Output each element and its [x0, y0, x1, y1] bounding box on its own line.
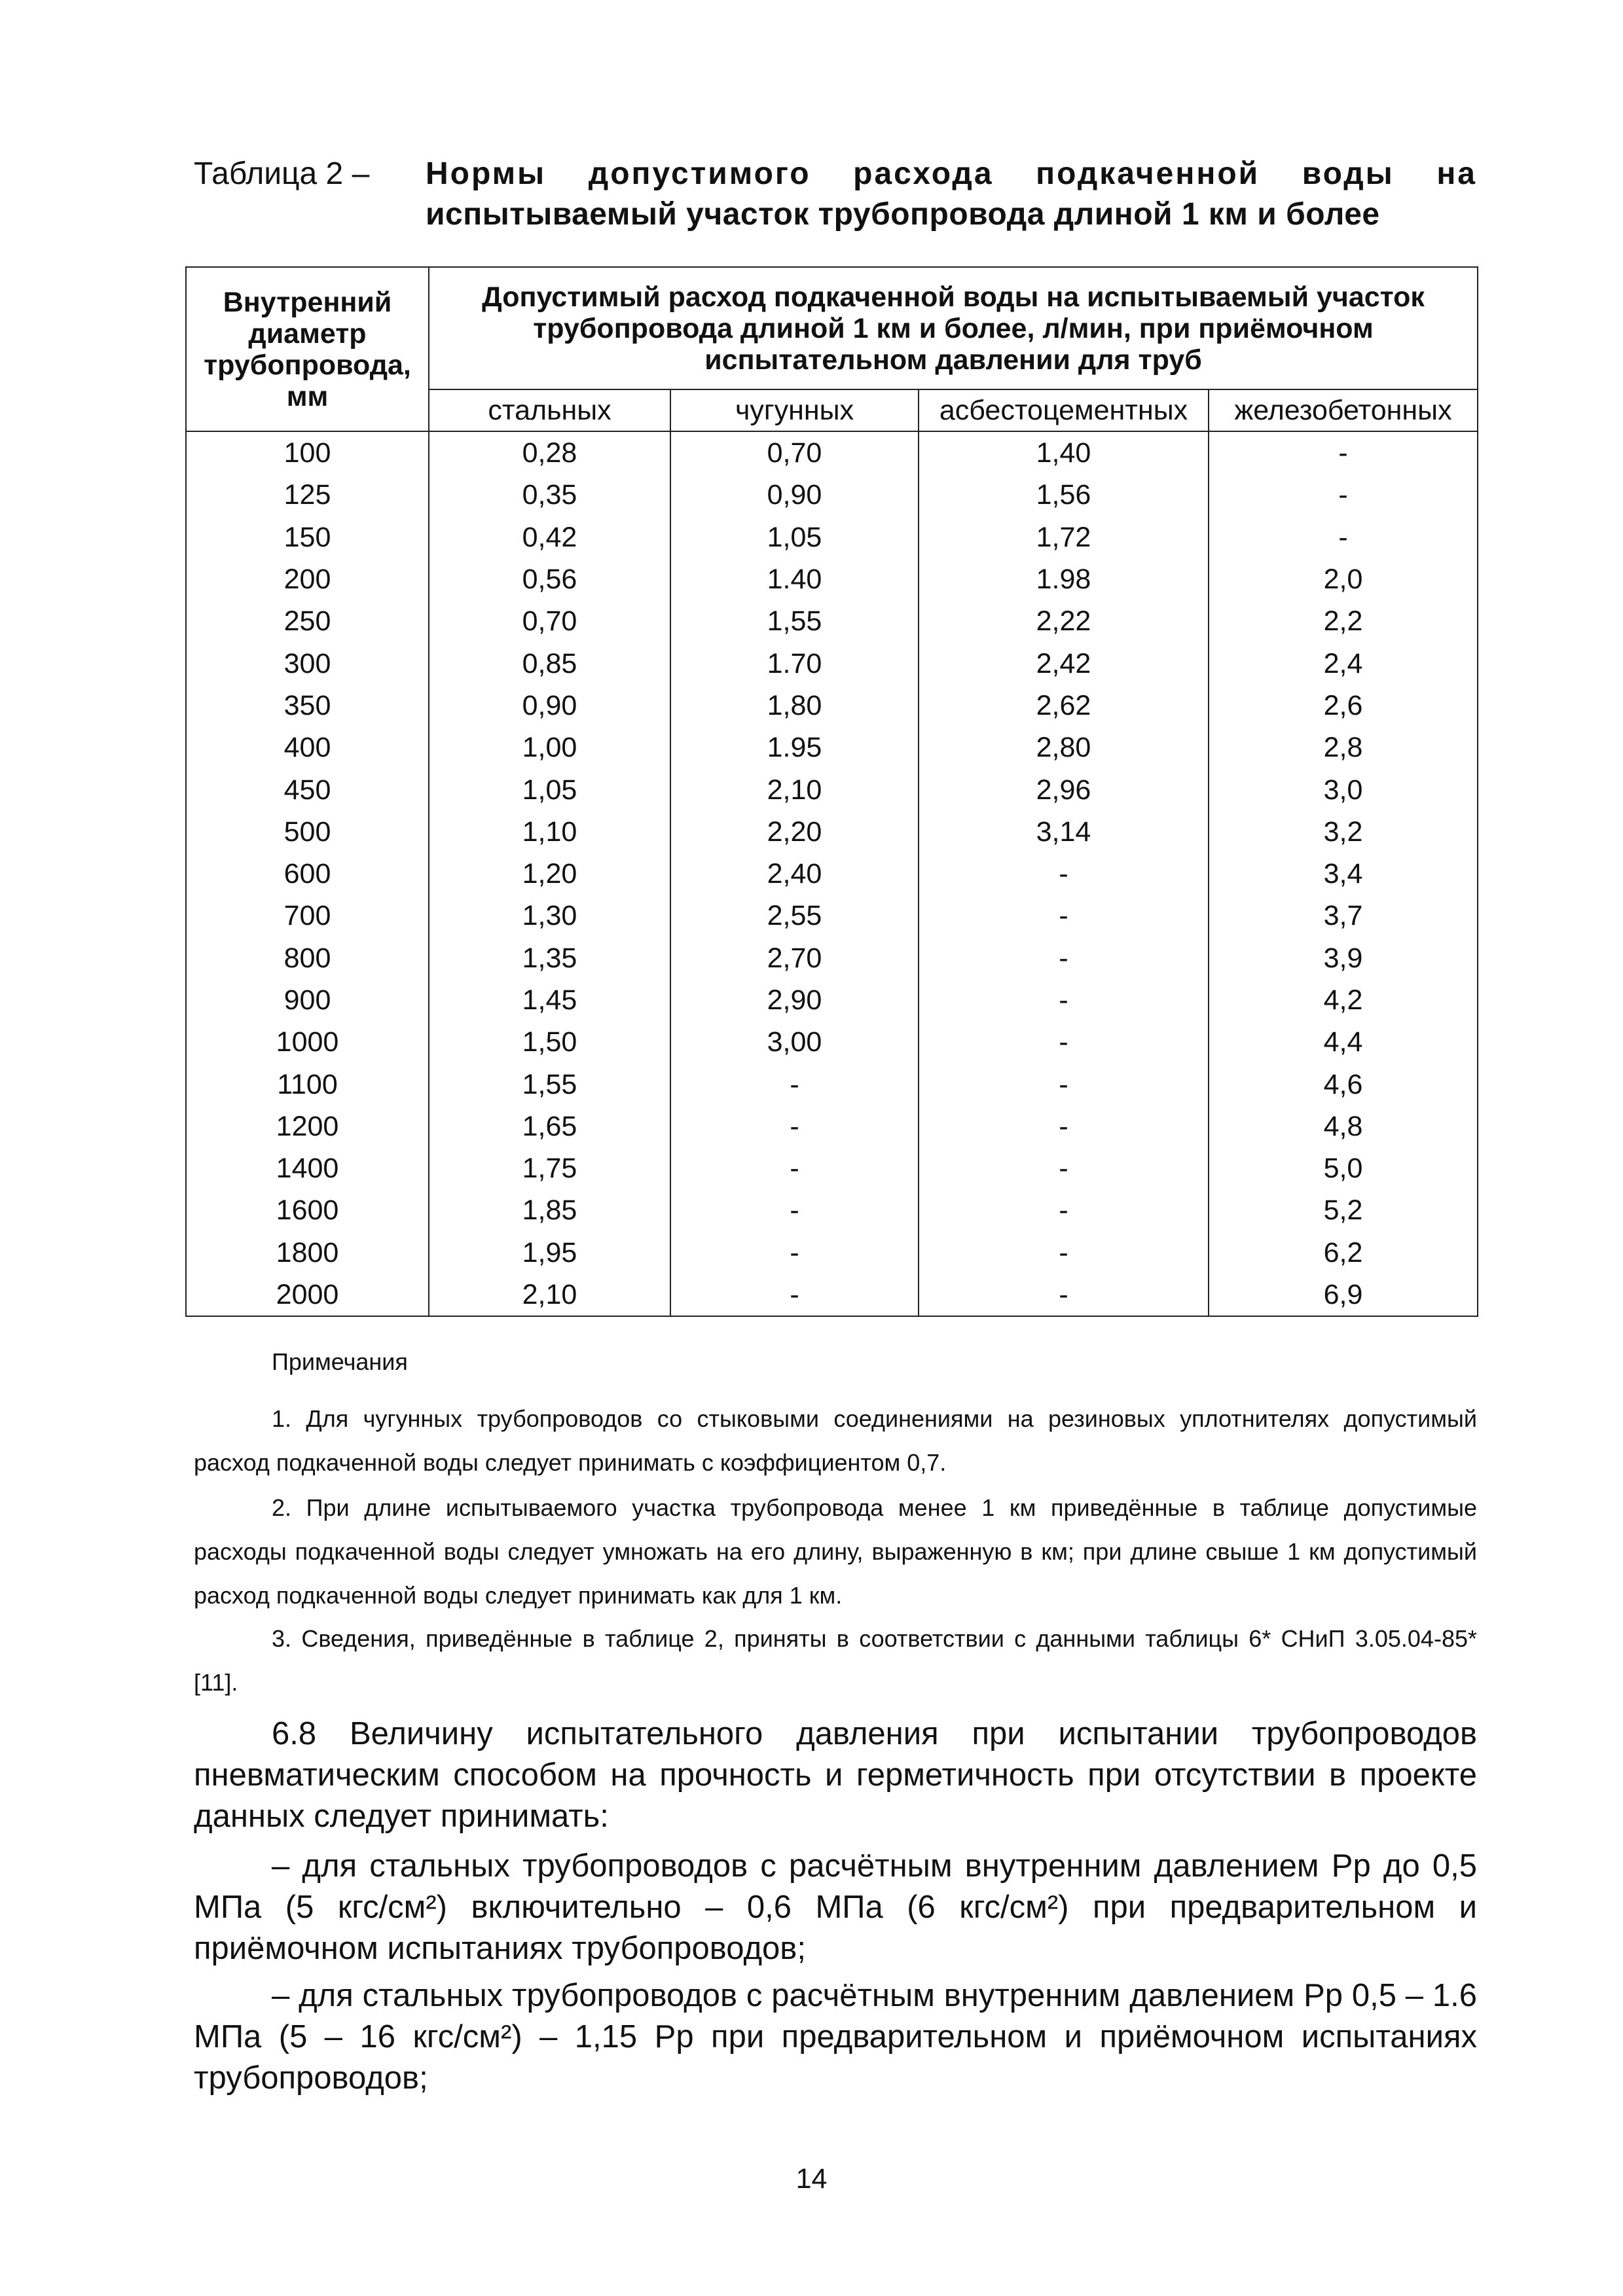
flow-value-cell: -: [919, 895, 1209, 937]
flow-value-cell: -: [670, 1147, 919, 1189]
flow-value-cell: 0,35: [429, 474, 670, 516]
table-row: [186, 895, 1478, 937]
table-label: Таблица 2 –: [194, 156, 370, 191]
flow-value-cell: 1.98: [919, 558, 1209, 600]
flow-value-cell: 1,72: [919, 516, 1209, 558]
flow-value-cell: 2,0: [1209, 558, 1478, 600]
diameter-cell: 250: [186, 600, 429, 642]
flow-value-cell: 2,40: [670, 853, 919, 895]
flow-value-cell: -: [919, 1274, 1209, 1316]
table-row: [186, 853, 1478, 895]
diameter-cell: 600: [186, 853, 429, 895]
flow-value-cell: 3,0: [1209, 768, 1478, 810]
flow-value-cell: -: [670, 1063, 919, 1105]
table-row: [186, 1147, 1478, 1189]
flow-value-cell: 0,70: [429, 600, 670, 642]
diameter-cell: 700: [186, 895, 429, 937]
diameter-cell: 100: [186, 431, 429, 474]
flow-value-cell: 4,6: [1209, 1063, 1478, 1105]
diameter-cell: 150: [186, 516, 429, 558]
flow-value-cell: 1,85: [429, 1189, 670, 1231]
diameter-cell: 300: [186, 642, 429, 684]
table-row: [186, 1021, 1478, 1063]
flow-value-cell: 0,42: [429, 516, 670, 558]
table-row: [186, 937, 1478, 979]
flow-value-cell: 1,50: [429, 1021, 670, 1063]
diameter-cell: 1600: [186, 1189, 429, 1231]
flow-value-cell: 2,22: [919, 600, 1209, 642]
diameter-cell: 350: [186, 685, 429, 726]
flow-value-cell: 1,80: [670, 685, 919, 726]
pipe-type-header: чугунных: [670, 389, 919, 431]
table-row: [186, 431, 1478, 474]
diameter-cell: 400: [186, 726, 429, 768]
list-item-steel-high-pressure: – для стальных трубопроводов с расчётным внутренним давлением Рр 0,5 – 1.6 МПа (5 – 16 кгс/см²) – 1,15 Рр при предварительном и приёмочном испытаниях трубопроводов;: [194, 1978, 1477, 2096]
note-2: 2. При длине испытываемого участка трубопровода менее 1 км приведённые в таблице допустимые расходы подкаченной воды следует умножать на его длину, выраженную в км; при длине свыше 1 км допустимый расход подкаченной воды следует принимать как для 1 км.: [194, 1494, 1477, 1609]
flow-value-cell: 1,05: [429, 768, 670, 810]
table-row: [186, 1189, 1478, 1231]
flow-value-cell: 1,45: [429, 979, 670, 1021]
flow-value-cell: 4,4: [1209, 1021, 1478, 1063]
table-row: [186, 600, 1478, 642]
diameter-cell: 450: [186, 768, 429, 810]
flow-value-cell: 1.95: [670, 726, 919, 768]
flow-value-cell: 1,65: [429, 1105, 670, 1147]
flow-value-cell: -: [670, 1232, 919, 1274]
flow-value-cell: 2,2: [1209, 600, 1478, 642]
flow-value-cell: 2,4: [1209, 642, 1478, 684]
flow-value-cell: 6,9: [1209, 1274, 1478, 1316]
flow-value-cell: 1,30: [429, 895, 670, 937]
flow-value-cell: 1,35: [429, 937, 670, 979]
flow-value-cell: -: [919, 1147, 1209, 1189]
flow-value-cell: 2,10: [670, 768, 919, 810]
flow-value-cell: -: [1209, 516, 1478, 558]
flow-value-cell: -: [1209, 474, 1478, 516]
flow-value-cell: 1,55: [670, 600, 919, 642]
flow-value-cell: 0,56: [429, 558, 670, 600]
table-row: [186, 768, 1478, 810]
table-title-line-1: Нормы допустимого расхода подкаченной воды на: [426, 156, 1477, 191]
diameter-cell: 1800: [186, 1232, 429, 1274]
flow-value-cell: 2,6: [1209, 685, 1478, 726]
notes-heading: Примечания: [272, 1348, 408, 1375]
pipe-type-header: стальных: [429, 389, 670, 431]
flow-value-cell: -: [1209, 431, 1478, 474]
table-title-line-2: испытываемый участок трубопровода длиной 1 км и более: [426, 197, 1380, 232]
flow-value-cell: 3,4: [1209, 853, 1478, 895]
flow-value-cell: 2,62: [919, 685, 1209, 726]
flow-value-cell: 3,14: [919, 811, 1209, 853]
flow-value-cell: 1,00: [429, 726, 670, 768]
flow-value-cell: -: [919, 853, 1209, 895]
diameter-cell: 900: [186, 979, 429, 1021]
flow-value-cell: 5,0: [1209, 1147, 1478, 1189]
flow-value-cell: 1.40: [670, 558, 919, 600]
flow-group-header: Допустимый расход подкаченной воды на испытываемый участок трубопровода длиной 1 км и более, л/мин, при приёмочном испытательном давлении для труб: [429, 267, 1478, 389]
diameter-cell: 200: [186, 558, 429, 600]
flow-value-cell: -: [919, 1189, 1209, 1231]
flow-value-cell: 1,10: [429, 811, 670, 853]
table-row: [186, 1274, 1478, 1316]
flow-value-cell: 2,55: [670, 895, 919, 937]
flow-value-cell: -: [919, 937, 1209, 979]
table-row: [186, 516, 1478, 558]
flow-value-cell: 0,90: [429, 685, 670, 726]
diameter-cell: 2000: [186, 1274, 429, 1316]
flow-value-cell: 0,70: [670, 431, 919, 474]
flow-value-cell: 2,8: [1209, 726, 1478, 768]
flow-value-cell: -: [919, 1232, 1209, 1274]
table-row: [186, 1063, 1478, 1105]
flow-value-cell: 1.70: [670, 642, 919, 684]
diameter-cell: 500: [186, 811, 429, 853]
table-row: [186, 474, 1478, 516]
flow-value-cell: -: [670, 1189, 919, 1231]
flow-value-cell: 4,8: [1209, 1105, 1478, 1147]
diameter-cell: 1200: [186, 1105, 429, 1147]
flow-value-cell: 5,2: [1209, 1189, 1478, 1231]
flow-value-cell: 1,56: [919, 474, 1209, 516]
flow-value-cell: -: [919, 1105, 1209, 1147]
table-row: [186, 979, 1478, 1021]
pipe-type-header: асбестоцементных: [919, 389, 1209, 431]
page-number: 14: [795, 2163, 828, 2195]
table-row: [186, 642, 1478, 684]
flow-value-cell: -: [919, 1021, 1209, 1063]
flow-value-cell: 3,7: [1209, 895, 1478, 937]
flow-value-cell: 3,2: [1209, 811, 1478, 853]
flow-value-cell: 2,10: [429, 1274, 670, 1316]
flow-value-cell: 2,70: [670, 937, 919, 979]
flow-value-cell: 0,90: [670, 474, 919, 516]
flow-value-cell: 1,75: [429, 1147, 670, 1189]
note-1: 1. Для чугунных трубопроводов со стыковыми соединениями на резиновых уплотнителях допустимый расход подкаченной воды следует принимать с коэффициентом 0,7.: [194, 1405, 1477, 1476]
table-row: [186, 726, 1478, 768]
flow-value-cell: 1,55: [429, 1063, 670, 1105]
table-row: [186, 558, 1478, 600]
table-row: [186, 811, 1478, 853]
list-item-steel-low-pressure: – для стальных трубопроводов с расчётным внутренним давлением Рр до 0,5 МПа (5 кгс/см²) включительно – 0,6 МПа (6 кгс/см²) при предварительном и приёмочном испытаниях трубопроводов;: [194, 1848, 1477, 1966]
diameter-cell: 1100: [186, 1063, 429, 1105]
diameter-cell: 1000: [186, 1021, 429, 1063]
pipe-type-header: железобетонных: [1209, 389, 1478, 431]
diameter-cell: 1400: [186, 1147, 429, 1189]
flow-value-cell: -: [670, 1105, 919, 1147]
paragraph-6-8: 6.8 Величину испытательного давления при испытании трубопроводов пневматическим способом на прочность и герметичность при отсутствии в проекте данных следует принимать:: [194, 1716, 1477, 1834]
flow-value-cell: 3,00: [670, 1021, 919, 1063]
flow-value-cell: 1,95: [429, 1232, 670, 1274]
table-row: [186, 685, 1478, 726]
diameter-column-header: Внутренний диаметр трубопровода, мм: [186, 267, 429, 431]
flow-value-cell: -: [670, 1274, 919, 1316]
flow-value-cell: 1,20: [429, 853, 670, 895]
flow-value-cell: -: [919, 1063, 1209, 1105]
flow-value-cell: 2,80: [919, 726, 1209, 768]
flow-value-cell: 4,2: [1209, 979, 1478, 1021]
flow-value-cell: 2,90: [670, 979, 919, 1021]
flow-value-cell: 2,42: [919, 642, 1209, 684]
flow-value-cell: 1,40: [919, 431, 1209, 474]
flow-value-cell: 6,2: [1209, 1232, 1478, 1274]
flow-value-cell: 0,85: [429, 642, 670, 684]
norms-table: [185, 266, 1478, 1317]
flow-value-cell: 3,9: [1209, 937, 1478, 979]
diameter-cell: 800: [186, 937, 429, 979]
table-row: [186, 1105, 1478, 1147]
flow-value-cell: -: [919, 979, 1209, 1021]
flow-value-cell: 0,28: [429, 431, 670, 474]
note-3: 3. Сведения, приведённые в таблице 2, приняты в соответствии с данными таблицы 6* СНиП 3.05.04-85* [11].: [194, 1625, 1477, 1696]
flow-value-cell: 2,96: [919, 768, 1209, 810]
diameter-cell: 125: [186, 474, 429, 516]
flow-value-cell: 2,20: [670, 811, 919, 853]
flow-value-cell: 1,05: [670, 516, 919, 558]
table-row: [186, 1232, 1478, 1274]
